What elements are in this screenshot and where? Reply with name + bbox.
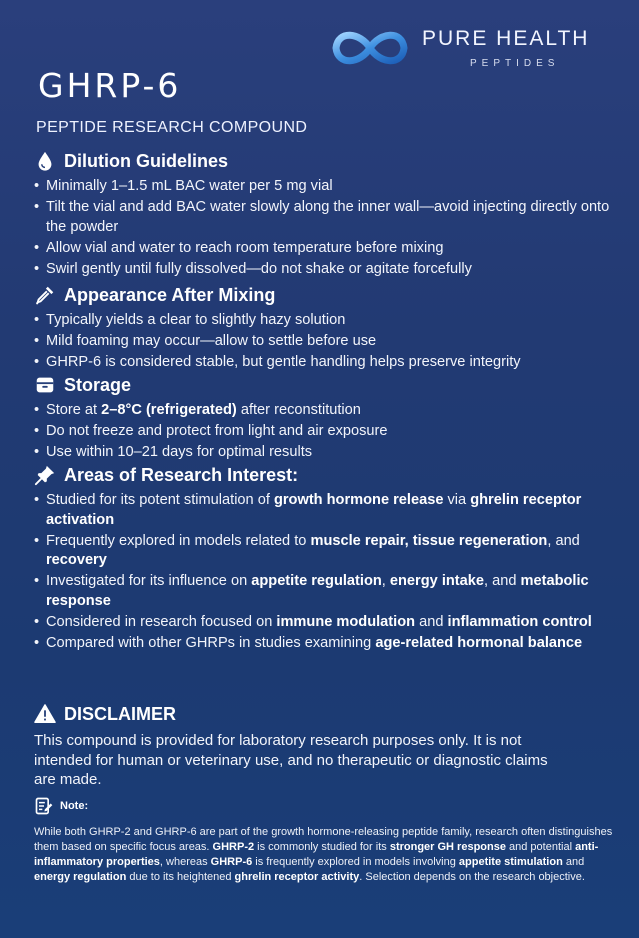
dilution-header bbox=[34, 148, 625, 174]
storage-box-icon bbox=[34, 374, 56, 396]
note-heading: Note: bbox=[60, 800, 89, 812]
appearance-heading: Appearance After Mixing bbox=[64, 284, 276, 305]
dilution-section bbox=[34, 148, 625, 281]
bullet-item: • Compared with other GHRPs in studies examining age-related hormonal balance bbox=[34, 634, 625, 654]
bullet-item: • Allow vial and water to reach room temperature before mixing bbox=[34, 239, 625, 259]
page-title: GHRP-6 bbox=[38, 66, 182, 105]
bullet-item: • Swirl gently until fully dissolved—do not shake or agitate forcefully bbox=[34, 260, 625, 280]
bullet-item: • Considered in research focused on immune modulation and inflammation control bbox=[34, 613, 625, 633]
appearance-list bbox=[34, 311, 625, 373]
dilution-list bbox=[34, 177, 625, 279]
pushpin-icon bbox=[34, 464, 56, 486]
emphasis-text: tissue regeneration bbox=[412, 532, 548, 549]
emphasis-text: inflammation control bbox=[447, 613, 592, 630]
emphasis-text: GHRP-6 bbox=[210, 856, 253, 868]
storage-list bbox=[34, 401, 625, 463]
bullet-item: • Mild foaming may occur—allow to settle before use bbox=[34, 332, 625, 352]
appearance-header bbox=[34, 282, 625, 308]
note-text: While both GHRP-2 and GHRP-6 are part of the growth hormone-releasing peptide family, research often distinguishes them based on specific focus areas. GHRP-2 is commonly studied for its stronger GH response and potential anti-inflammatory properties, whereas GHRP-6 is frequently explored in models involving appetite stimulation and energy regulation due to its heightened ghrelin receptor activity. Selection depends on the research objective. bbox=[34, 826, 613, 883]
bullet-item: • Studied for its potent stimulation of growth hormone release via ghrelin receptor activation bbox=[34, 491, 625, 530]
bullet-item: • Investigated for its influence on appetite regulation, energy intake, and metabolic response bbox=[34, 572, 625, 611]
bullet-item: • Store at 2–8°C (refrigerated) after reconstitution bbox=[34, 401, 625, 421]
bullet-item: • Tilt the vial and add BAC water slowly along the inner wall—avoid injecting directly onto the powder bbox=[34, 198, 625, 237]
emphasis-text: metabolic response bbox=[46, 573, 589, 609]
emphasis-text: growth hormone release bbox=[273, 492, 444, 508]
brand-sub: PEPTIDES bbox=[470, 58, 560, 69]
research-section bbox=[34, 462, 625, 655]
emphasis-text: recovery bbox=[46, 552, 107, 568]
storage-header bbox=[34, 372, 625, 398]
brand-logo bbox=[330, 24, 615, 76]
appearance-section bbox=[34, 282, 625, 374]
storage-heading: Storage bbox=[64, 374, 132, 395]
research-heading: Areas of Research Interest: bbox=[64, 464, 299, 485]
note-edit-icon bbox=[34, 796, 54, 816]
brand-name: PURE HEALTH bbox=[422, 27, 590, 50]
dilution-heading: Dilution Guidelines bbox=[64, 150, 229, 171]
infinity-logo-icon bbox=[330, 26, 410, 70]
disclaimer-header bbox=[34, 701, 625, 727]
bullet-item: • Frequently explored in models related to muscle repair, tissue regeneration, and recovery bbox=[34, 532, 625, 571]
research-header bbox=[34, 462, 625, 488]
emphasis-text: age-related hormonal balance bbox=[375, 634, 583, 651]
storage-section bbox=[34, 372, 625, 464]
emphasis-text: immune modulation bbox=[276, 613, 416, 630]
emphasis-text: muscle repair, bbox=[310, 532, 409, 549]
bullet-item: • Minimally 1–1.5 mL BAC water per 5 mg vial bbox=[34, 177, 625, 197]
disclaimer-heading: DISCLAIMER bbox=[64, 703, 176, 724]
emphasis-text: appetite stimulation bbox=[458, 856, 563, 868]
disclaimer-text: This compound is provided for laboratory research purposes only. It is not intended for human or veterinary use, and no therapeutic or diagnostic claims are made. bbox=[34, 732, 548, 788]
bullet-item: • Typically yields a clear to slightly hazy solution bbox=[34, 311, 625, 331]
page-subtitle: PEPTIDE RESEARCH COMPOUND bbox=[36, 119, 308, 136]
bullet-item: • GHRP-6 is considered stable, but gentle handling helps preserve integrity bbox=[34, 353, 625, 373]
pipette-icon bbox=[34, 284, 56, 306]
note-section bbox=[34, 796, 617, 885]
emphasis-text: ghrelin receptor activity bbox=[234, 871, 360, 883]
emphasis-text: ghrelin receptor activation bbox=[46, 492, 582, 528]
warning-icon bbox=[34, 703, 56, 725]
emphasis-text: energy intake bbox=[389, 573, 484, 589]
bullet-item: • Do not freeze and protect from light and air exposure bbox=[34, 422, 625, 442]
note-header bbox=[34, 796, 617, 816]
emphasis-text: GHRP-2 bbox=[212, 841, 255, 853]
emphasis-text: appetite regulation bbox=[251, 573, 382, 589]
disclaimer-section bbox=[34, 701, 625, 790]
bullet-item: • Use within 10–21 days for optimal results bbox=[34, 443, 625, 463]
emphasis-text: stronger GH response bbox=[389, 841, 506, 853]
research-list bbox=[34, 491, 625, 653]
emphasis-text: 2–8°C (refrigerated) bbox=[101, 402, 237, 418]
emphasis-text: energy regulation bbox=[34, 871, 127, 883]
droplet-icon bbox=[34, 150, 56, 172]
emphasis-text: anti-inflammatory properties bbox=[34, 841, 599, 868]
